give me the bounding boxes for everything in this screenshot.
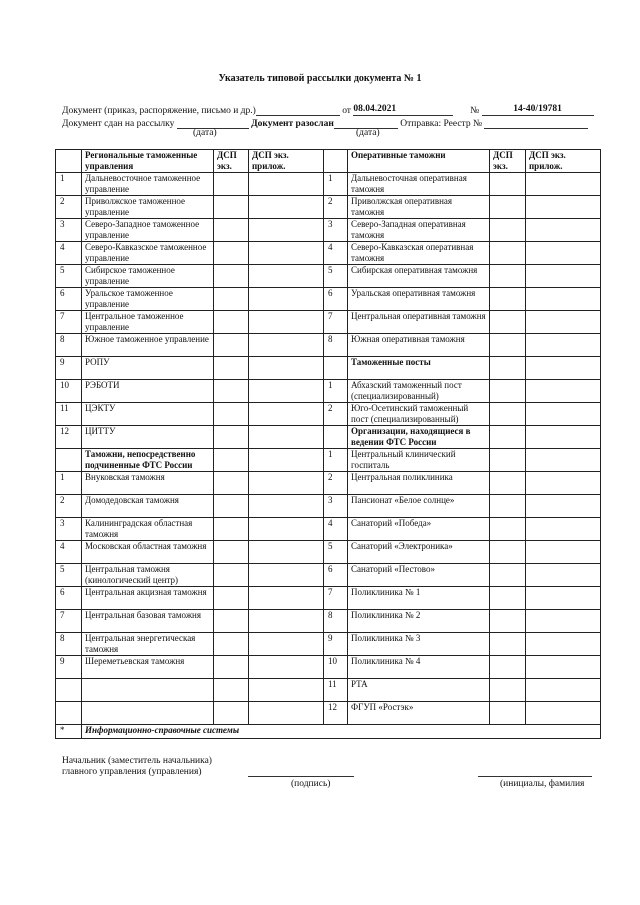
- left-row-name: Московская областная таможня: [82, 541, 214, 564]
- right-row-number: 9: [324, 633, 348, 656]
- left-dsp-app-cell: [249, 656, 324, 679]
- right-row-name: Дальневосточная оперативная таможня: [348, 173, 490, 196]
- left-dsp-app-cell: [249, 357, 324, 380]
- dsp-header: ДСП экз.: [490, 150, 526, 173]
- right-dsp-cell: [490, 219, 526, 242]
- right-row-name: Сибирская оперативная таможня: [348, 265, 490, 288]
- left-dsp-app-cell: [249, 380, 324, 403]
- right-row-number: 3: [324, 495, 348, 518]
- left-row-number: 12: [56, 426, 82, 449]
- right-row-number: 11: [324, 679, 348, 702]
- left-dsp-cell: [214, 311, 249, 334]
- right-dsp-cell: [490, 610, 526, 633]
- left-row-name: Шереметьевская таможня: [82, 656, 214, 679]
- right-row-name: Поликлиника № 3: [348, 633, 490, 656]
- left-row-name: Уральское таможенное управление: [82, 288, 214, 311]
- left-row-number: 4: [56, 242, 82, 265]
- left-dsp-cell: [214, 265, 249, 288]
- right-row-name: Поликлиника № 4: [348, 656, 490, 679]
- right-row-name: Санаторий «Электроника»: [348, 541, 490, 564]
- right-dsp-cell: [490, 633, 526, 656]
- right-row-number: 2: [324, 196, 348, 219]
- right-dsp-cell: [490, 702, 526, 725]
- name-caption: (инициалы, фамилия: [500, 779, 585, 789]
- left-dsp-app-cell: [249, 587, 324, 610]
- right-dsp-app-cell: [526, 380, 601, 403]
- right-row-name: Поликлиника № 2: [348, 610, 490, 633]
- table-row: [56, 288, 601, 311]
- document-number: 14-40/19781: [482, 104, 594, 116]
- left-row-number: 2: [56, 196, 82, 219]
- left-dsp-app-cell: [249, 403, 324, 426]
- left-row-name: Домодедовская таможня: [82, 495, 214, 518]
- right-row-name: Центральная поликлиника: [348, 472, 490, 495]
- right-row-name: Южная оперативная таможня: [348, 334, 490, 357]
- left-dsp-cell: [214, 656, 249, 679]
- table-header-row: [56, 150, 601, 173]
- right-row-number: 7: [324, 587, 348, 610]
- right-row-number: 10: [324, 656, 348, 679]
- left-row-number: [56, 449, 82, 472]
- left-dsp-app-cell: [249, 633, 324, 656]
- left-row-number: 1: [56, 173, 82, 196]
- right-dsp-app-cell: [526, 587, 601, 610]
- left-dsp-cell: [214, 334, 249, 357]
- date-caption-2: (дата): [356, 128, 380, 138]
- left-row-number: 5: [56, 265, 82, 288]
- left-dsp-app-cell: [249, 311, 324, 334]
- left-row-name: Центральная акцизная таможня: [82, 587, 214, 610]
- left-row-number: 5: [56, 564, 82, 587]
- right-row-number: 4: [324, 242, 348, 265]
- right-row-name: Таможенные посты: [348, 357, 490, 380]
- right-dsp-app-cell: [526, 426, 601, 449]
- table-row: [56, 633, 601, 656]
- left-row-number: 8: [56, 334, 82, 357]
- right-row-number: 3: [324, 219, 348, 242]
- left-dsp-app-cell: [249, 702, 324, 725]
- right-row-name: Центральный клинический госпиталь: [348, 449, 490, 472]
- right-dsp-cell: [490, 656, 526, 679]
- table-row: [56, 495, 601, 518]
- left-row-name: Южное таможенное управление: [82, 334, 214, 357]
- right-row-number: 5: [324, 265, 348, 288]
- right-header: Оперативные таможни: [348, 150, 490, 173]
- left-dsp-cell: [214, 196, 249, 219]
- name-field: [478, 776, 592, 777]
- right-row-name: Абхазский таможенный пост (специализированный): [348, 380, 490, 403]
- left-dsp-app-cell: [249, 472, 324, 495]
- table-row: [56, 403, 601, 426]
- sign-caption: (подпись): [291, 779, 331, 789]
- right-dsp-app-cell: [526, 219, 601, 242]
- right-row-number: 4: [324, 518, 348, 541]
- left-dsp-cell: [214, 357, 249, 380]
- right-row-name: РТА: [348, 679, 490, 702]
- left-dsp-cell: [214, 242, 249, 265]
- right-row-number: 6: [324, 288, 348, 311]
- left-dsp-app-cell: [249, 679, 324, 702]
- document-line: [62, 104, 594, 116]
- table-row: [56, 334, 601, 357]
- table-row: [56, 449, 601, 472]
- left-row-number: 1: [56, 472, 82, 495]
- right-dsp-cell: [490, 403, 526, 426]
- right-dsp-cell: [490, 196, 526, 219]
- left-dsp-cell: [214, 380, 249, 403]
- left-dsp-cell: [214, 426, 249, 449]
- right-dsp-app-cell: [526, 357, 601, 380]
- left-dsp-app-cell: [249, 564, 324, 587]
- right-dsp-cell: [490, 518, 526, 541]
- right-dsp-cell: [490, 311, 526, 334]
- left-row-number: 2: [56, 495, 82, 518]
- left-row-number: 11: [56, 403, 82, 426]
- document-date: 08.04.2021: [353, 104, 453, 116]
- left-header: Региональные таможенные управления: [82, 150, 214, 173]
- left-row-name: Таможни, непосредственно подчиненные ФТС России: [82, 449, 214, 472]
- left-dsp-app-cell: [249, 288, 324, 311]
- right-dsp-cell: [490, 495, 526, 518]
- right-dsp-app-cell: [526, 610, 601, 633]
- left-dsp-cell: [214, 541, 249, 564]
- date-caption-1: (дата): [193, 128, 217, 138]
- left-row-name: Калининградская областная таможня: [82, 518, 214, 541]
- right-row-name: Санаторий «Победа»: [348, 518, 490, 541]
- left-row-number: 3: [56, 219, 82, 242]
- right-dsp-cell: [490, 288, 526, 311]
- right-row-number: 2: [324, 403, 348, 426]
- left-row-name: РЭБОТИ: [82, 380, 214, 403]
- footer-text: Информационно-справочные системы: [82, 725, 601, 739]
- right-dsp-app-cell: [526, 541, 601, 564]
- table-row: [56, 380, 601, 403]
- right-dsp-app-cell: [526, 311, 601, 334]
- right-row-number: 1: [324, 380, 348, 403]
- right-dsp-app-cell: [526, 633, 601, 656]
- right-row-number: 8: [324, 610, 348, 633]
- left-dsp-app-cell: [249, 334, 324, 357]
- right-dsp-app-cell: [526, 173, 601, 196]
- right-dsp-app-cell: [526, 288, 601, 311]
- left-dsp-cell: [214, 173, 249, 196]
- left-row-name: Дальневосточное таможенное управление: [82, 173, 214, 196]
- left-row-name: ЦЭКТУ: [82, 403, 214, 426]
- right-row-name: ФГУП «Ростэк»: [348, 702, 490, 725]
- left-dsp-app-cell: [249, 610, 324, 633]
- left-row-name: Приволжское таможенное управление: [82, 196, 214, 219]
- left-dsp-cell: [214, 219, 249, 242]
- left-row-name: [82, 702, 214, 725]
- table-row: [56, 610, 601, 633]
- right-row-number: 1: [324, 449, 348, 472]
- right-dsp-app-cell: [526, 403, 601, 426]
- number-label: №: [470, 106, 480, 116]
- right-dsp-app-cell: [526, 334, 601, 357]
- right-row-name: Северо-Западная оперативная таможня: [348, 219, 490, 242]
- given-label: Документ сдан на рассылку: [62, 119, 175, 129]
- left-row-number: 3: [56, 518, 82, 541]
- right-row-number: 1: [324, 173, 348, 196]
- right-row-name: Уральская оперативная таможня: [348, 288, 490, 311]
- sent-label: Документ разослан: [251, 119, 334, 129]
- left-row-number: 9: [56, 656, 82, 679]
- right-dsp-cell: [490, 472, 526, 495]
- right-row-number: 7: [324, 311, 348, 334]
- doc-label: Документ (приказ, распоряжение, письмо и др.): [62, 106, 256, 116]
- table-footer-row: [56, 725, 601, 739]
- dsp-app-header: ДСП экз. прилож.: [526, 150, 601, 173]
- right-row-number: 12: [324, 702, 348, 725]
- left-row-name: [82, 679, 214, 702]
- right-row-number: [324, 426, 348, 449]
- right-dsp-app-cell: [526, 518, 601, 541]
- left-row-name: Центральная базовая таможня: [82, 610, 214, 633]
- left-row-number: [56, 702, 82, 725]
- right-dsp-cell: [490, 426, 526, 449]
- table-row: [56, 426, 601, 449]
- right-row-name: Центральная оперативная таможня: [348, 311, 490, 334]
- right-dsp-app-cell: [526, 265, 601, 288]
- right-dsp-cell: [490, 357, 526, 380]
- left-row-name: Центральное таможенное управление: [82, 311, 214, 334]
- left-row-number: 7: [56, 311, 82, 334]
- left-dsp-cell: [214, 288, 249, 311]
- left-dsp-app-cell: [249, 541, 324, 564]
- left-row-number: 9: [56, 357, 82, 380]
- distribution-table: [55, 149, 601, 739]
- right-dsp-cell: [490, 449, 526, 472]
- right-row-name: Приволжская оперативная таможня: [348, 196, 490, 219]
- left-row-number: 10: [56, 380, 82, 403]
- table-row: [56, 564, 601, 587]
- left-row-number: 6: [56, 288, 82, 311]
- right-dsp-cell: [490, 380, 526, 403]
- left-dsp-app-cell: [249, 265, 324, 288]
- left-row-name: Северо-Кавказское таможенное управление: [82, 242, 214, 265]
- table-row: [56, 265, 601, 288]
- table-row: [56, 518, 601, 541]
- right-dsp-app-cell: [526, 472, 601, 495]
- right-dsp-cell: [490, 242, 526, 265]
- table-row: [56, 357, 601, 380]
- left-dsp-app-cell: [249, 518, 324, 541]
- right-dsp-cell: [490, 564, 526, 587]
- left-dsp-cell: [214, 564, 249, 587]
- table-row: [56, 311, 601, 334]
- table-row: [56, 472, 601, 495]
- right-dsp-cell: [490, 173, 526, 196]
- page-title: Указатель типовой рассылки документа № 1: [218, 73, 422, 84]
- right-dsp-cell: [490, 265, 526, 288]
- dsp-header: ДСП экз.: [214, 150, 249, 173]
- right-row-number: 2: [324, 472, 348, 495]
- table-row: [56, 242, 601, 265]
- table-row: [56, 219, 601, 242]
- left-dsp-app-cell: [249, 426, 324, 449]
- dispatch-line: [62, 117, 588, 129]
- table-row: [56, 702, 601, 725]
- right-row-name: Пансионат «Белое солнце»: [348, 495, 490, 518]
- right-row-number: 6: [324, 564, 348, 587]
- signature-field: [248, 776, 354, 777]
- right-row-number: [324, 357, 348, 380]
- right-row-name: Юго-Осетинский таможенный пост (специализированный): [348, 403, 490, 426]
- table-row: [56, 587, 601, 610]
- table-row: [56, 173, 601, 196]
- left-row-name: РОПУ: [82, 357, 214, 380]
- table-row: [56, 679, 601, 702]
- left-row-number: 6: [56, 587, 82, 610]
- left-row-name: ЦИТТУ: [82, 426, 214, 449]
- left-row-name: Внуковская таможня: [82, 472, 214, 495]
- left-dsp-app-cell: [249, 219, 324, 242]
- right-dsp-app-cell: [526, 656, 601, 679]
- left-dsp-cell: [214, 403, 249, 426]
- left-row-number: 8: [56, 633, 82, 656]
- right-dsp-app-cell: [526, 702, 601, 725]
- right-row-name: Северо-Кавказская оперативная таможня: [348, 242, 490, 265]
- left-dsp-cell: [214, 633, 249, 656]
- table-row: [56, 196, 601, 219]
- right-row-name: Организации, находящиеся в ведении ФТС России: [348, 426, 490, 449]
- right-row-name: Поликлиника № 1: [348, 587, 490, 610]
- table-row: [56, 541, 601, 564]
- right-dsp-app-cell: [526, 564, 601, 587]
- right-row-name: Санаторий «Пестово»: [348, 564, 490, 587]
- right-dsp-cell: [490, 679, 526, 702]
- left-row-name: Северо-Западное таможенное управление: [82, 219, 214, 242]
- right-dsp-cell: [490, 334, 526, 357]
- signature-line2: главного управления (управления): [62, 767, 202, 777]
- left-row-number: 7: [56, 610, 82, 633]
- table-row: [56, 656, 601, 679]
- right-dsp-cell: [490, 587, 526, 610]
- signature-line1: Начальник (заместитель начальника): [62, 756, 212, 766]
- left-row-number: [56, 679, 82, 702]
- left-dsp-cell: [214, 587, 249, 610]
- left-row-name: Центральная таможня (кинологический центр): [82, 564, 214, 587]
- left-dsp-cell: [214, 472, 249, 495]
- left-dsp-app-cell: [249, 495, 324, 518]
- right-dsp-cell: [490, 541, 526, 564]
- left-dsp-cell: [214, 495, 249, 518]
- left-dsp-app-cell: [249, 449, 324, 472]
- right-dsp-app-cell: [526, 196, 601, 219]
- left-dsp-app-cell: [249, 242, 324, 265]
- right-dsp-app-cell: [526, 679, 601, 702]
- left-row-name: Центральная энергетическая таможня: [82, 633, 214, 656]
- right-dsp-app-cell: [526, 495, 601, 518]
- dispatch-label: Отправка: Реестр №: [400, 119, 483, 129]
- left-row-name: Сибирское таможенное управление: [82, 265, 214, 288]
- left-dsp-cell: [214, 702, 249, 725]
- right-row-number: 5: [324, 541, 348, 564]
- footer-mark: *: [56, 725, 82, 739]
- left-dsp-app-cell: [249, 173, 324, 196]
- left-dsp-cell: [214, 610, 249, 633]
- left-dsp-cell: [214, 449, 249, 472]
- dsp-app-header: ДСП экз. прилож.: [249, 150, 324, 173]
- left-dsp-cell: [214, 518, 249, 541]
- from-label: от: [342, 106, 351, 116]
- left-row-number: 4: [56, 541, 82, 564]
- right-dsp-app-cell: [526, 449, 601, 472]
- right-row-number: 8: [324, 334, 348, 357]
- left-dsp-app-cell: [249, 196, 324, 219]
- right-dsp-app-cell: [526, 242, 601, 265]
- left-dsp-cell: [214, 679, 249, 702]
